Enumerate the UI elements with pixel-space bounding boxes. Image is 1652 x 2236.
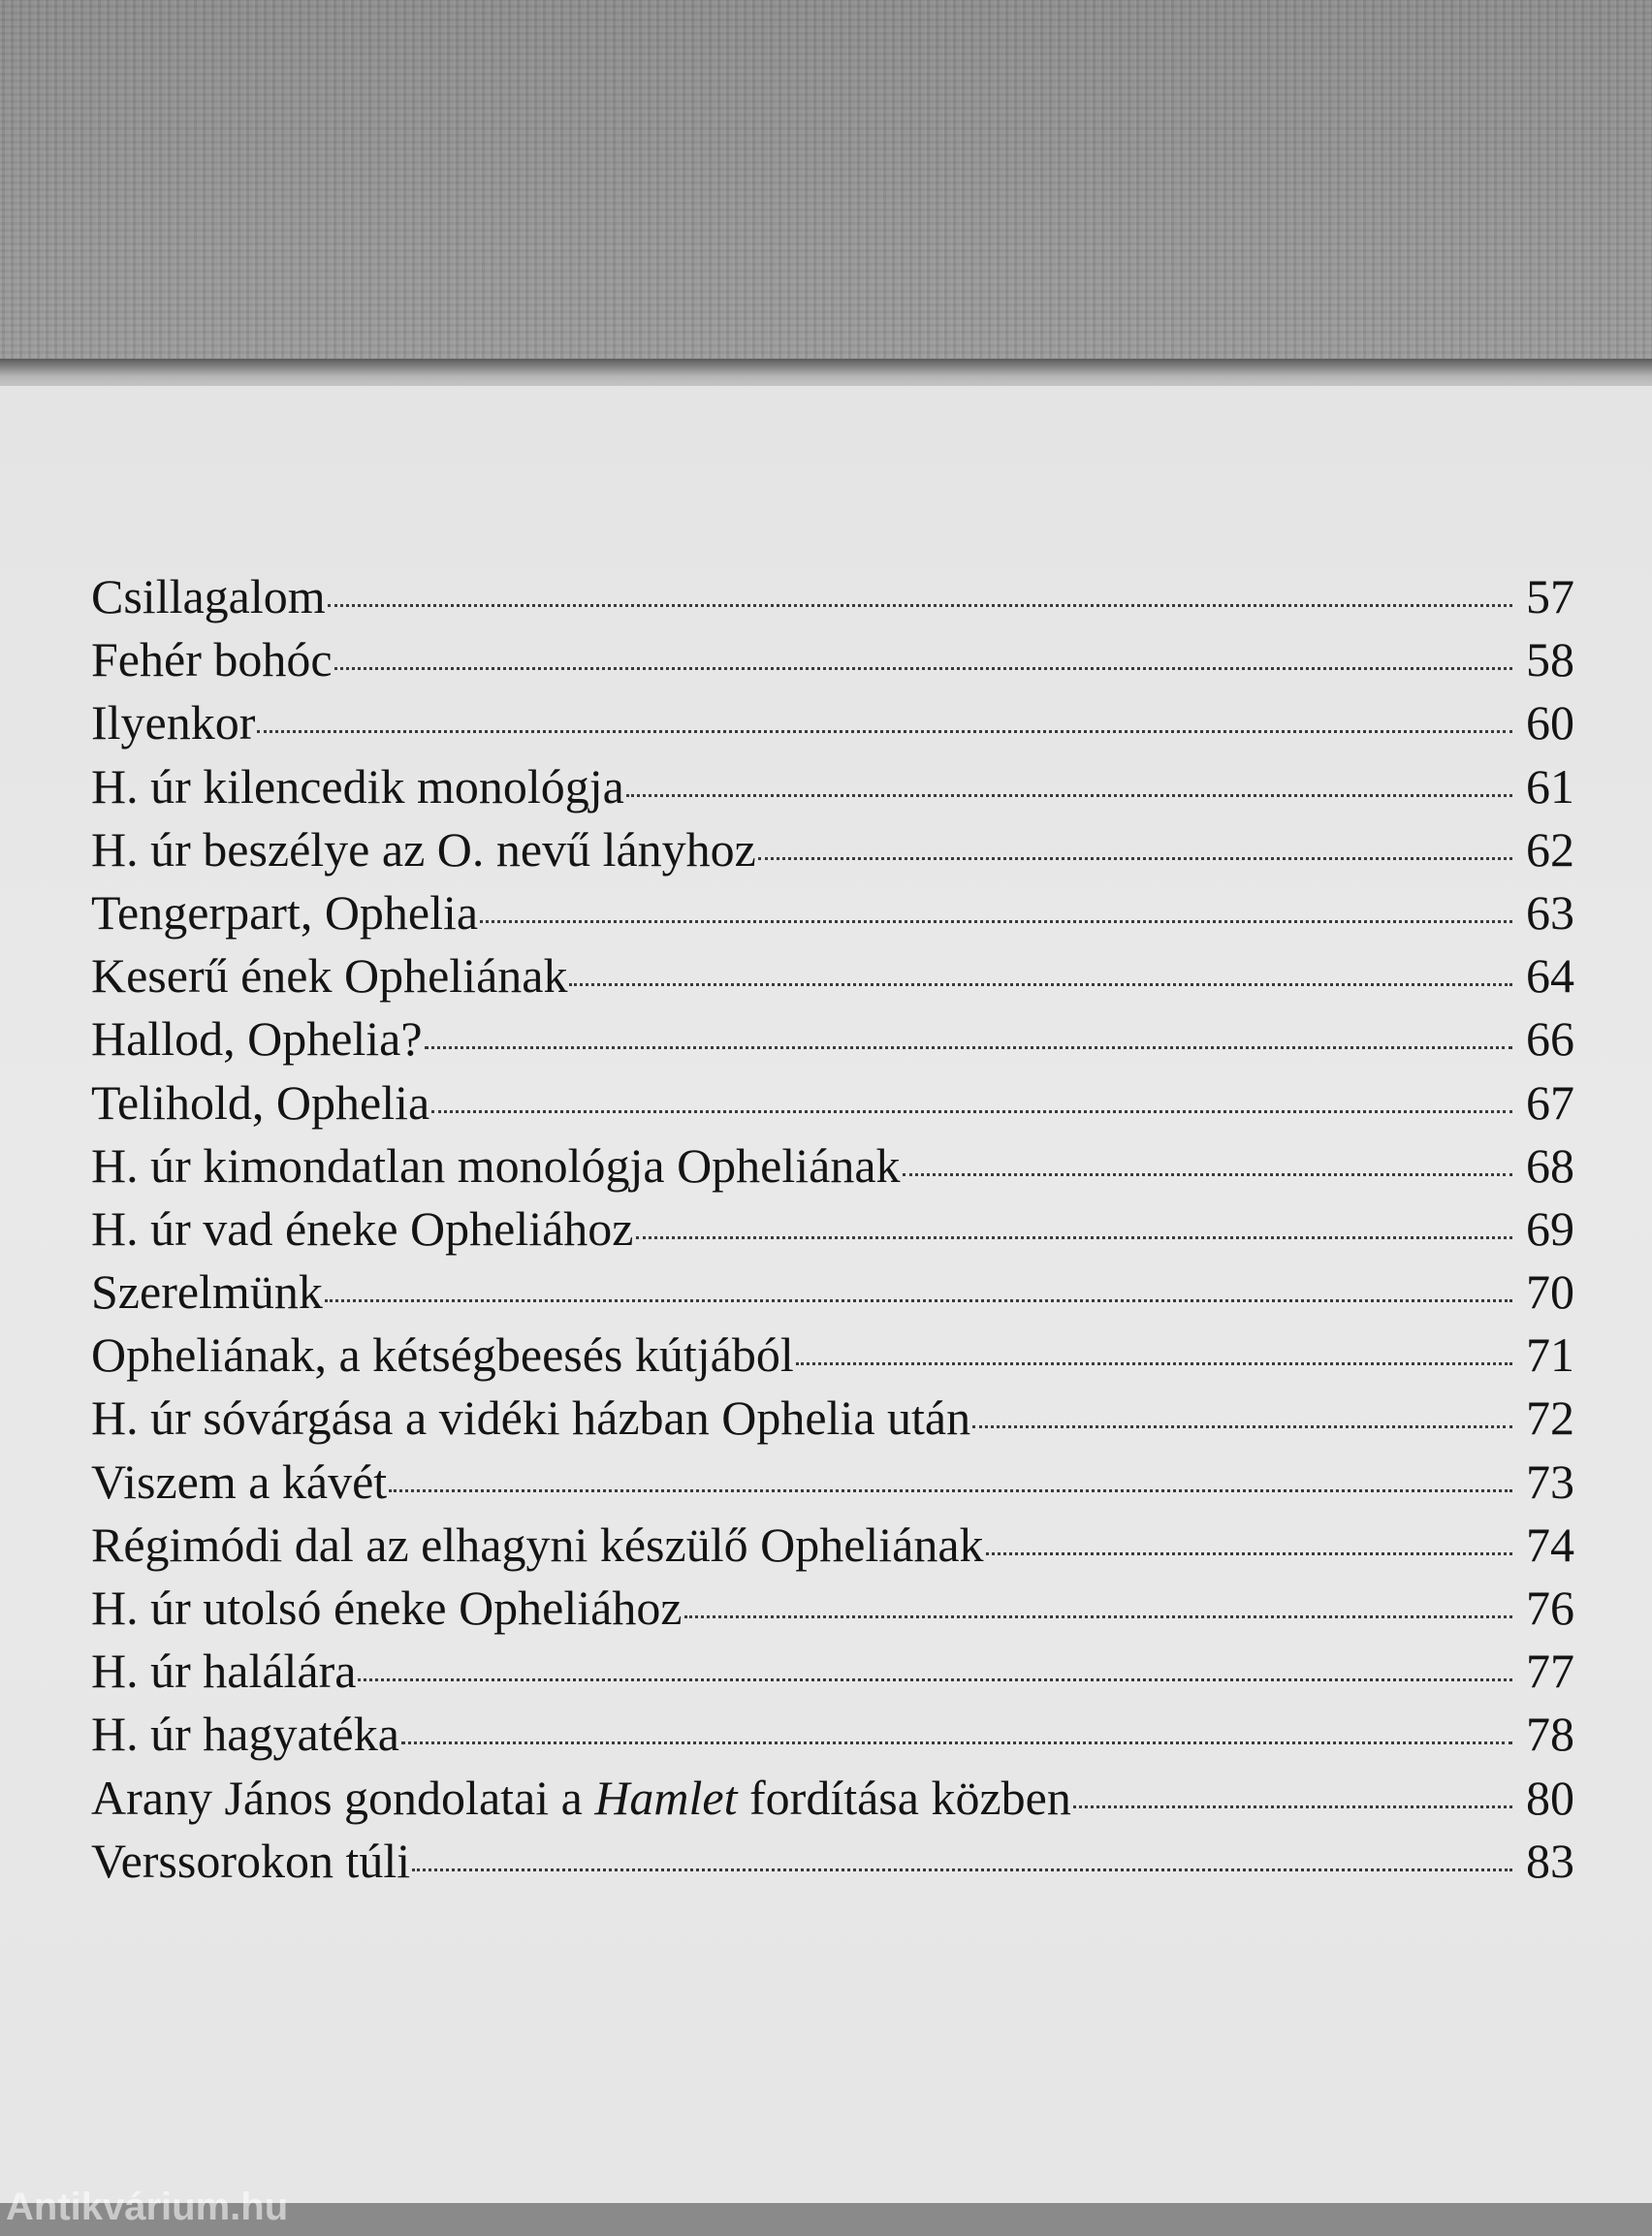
toc-entry — [91, 1517, 1574, 1580]
table-of-contents — [91, 568, 1574, 1896]
toc-entry-page: 70 — [1526, 1264, 1574, 1320]
toc-entry — [91, 884, 1574, 947]
dot-leader — [358, 1678, 1512, 1681]
toc-entry — [91, 1390, 1574, 1453]
toc-entry-title: Viszem a kávét — [91, 1453, 388, 1509]
dot-leader — [325, 1299, 1512, 1302]
toc-entry-page: 71 — [1526, 1327, 1574, 1383]
toc-entry — [91, 1010, 1574, 1073]
toc-entry-title: H. úr kilencedik monológja — [91, 758, 624, 814]
toc-entry — [91, 1643, 1574, 1706]
toc-entry-title: Ilyenkor — [91, 695, 256, 751]
toc-entry-title — [91, 1770, 1071, 1826]
dot-leader — [257, 730, 1512, 733]
dot-leader — [328, 604, 1512, 607]
toc-entry-page: 67 — [1526, 1074, 1574, 1130]
dot-leader — [425, 1046, 1512, 1049]
dot-leader — [796, 1362, 1512, 1365]
title-part: fordítása közben — [737, 1770, 1071, 1825]
toc-entry-page: 69 — [1526, 1200, 1574, 1256]
toc-entry-page: 61 — [1526, 758, 1574, 814]
toc-entry — [91, 631, 1574, 694]
toc-entry-title: Telihold, Ophelia — [91, 1074, 430, 1130]
dot-leader — [903, 1173, 1512, 1176]
toc-entry-title: Régimódi dal az elhagyni készülő Opheliának — [91, 1517, 984, 1572]
background-surface — [0, 0, 1652, 388]
toc-entry-page: 83 — [1526, 1833, 1574, 1888]
toc-entry — [91, 1453, 1574, 1517]
toc-entry — [91, 758, 1574, 821]
dot-leader — [480, 920, 1512, 923]
toc-entry-page: 78 — [1526, 1707, 1574, 1762]
dot-leader — [626, 794, 1512, 797]
toc-entry-page: 64 — [1526, 948, 1574, 1004]
watermark: Antikvárium.hu — [6, 2186, 289, 2228]
toc-entry-page: 68 — [1526, 1137, 1574, 1193]
toc-entry — [91, 1833, 1574, 1896]
toc-entry-page: 72 — [1526, 1390, 1574, 1446]
toc-entry — [91, 1074, 1574, 1137]
toc-entry — [91, 1326, 1574, 1390]
toc-entry-title: H. úr hagyatéka — [91, 1707, 399, 1762]
toc-entry — [91, 568, 1574, 631]
toc-entry-page: 63 — [1526, 884, 1574, 940]
toc-entry — [91, 821, 1574, 884]
toc-entry-title: Opheliának, a kétségbeesés kútjából — [91, 1327, 794, 1383]
toc-entry-page: 74 — [1526, 1517, 1574, 1572]
toc-entry — [91, 1706, 1574, 1769]
dot-leader — [401, 1741, 1512, 1744]
toc-entry — [91, 1200, 1574, 1263]
toc-entry-page: 66 — [1526, 1011, 1574, 1067]
toc-entry-page: 58 — [1526, 632, 1574, 687]
toc-entry-title: H. úr vad éneke Opheliához — [91, 1200, 634, 1256]
dot-leader — [412, 1869, 1512, 1871]
dot-leader — [569, 983, 1512, 986]
toc-entry-page: 73 — [1526, 1453, 1574, 1509]
toc-entry-page: 76 — [1526, 1581, 1574, 1635]
dot-leader — [986, 1552, 1512, 1555]
toc-entry-page: 60 — [1526, 695, 1574, 751]
toc-entry-title: H. úr beszélye az O. nevű lányhoz — [91, 821, 756, 877]
toc-entry-page: 77 — [1526, 1644, 1574, 1699]
toc-entry-page: 57 — [1526, 569, 1574, 623]
dot-leader — [636, 1236, 1513, 1239]
toc-entry — [91, 694, 1574, 757]
title-italic-part: Hamlet — [594, 1770, 738, 1825]
toc-entry — [91, 1770, 1574, 1833]
toc-entry-title: H. úr halálára — [91, 1644, 357, 1699]
toc-entry-title: Hallod, Ophelia? — [91, 1011, 423, 1067]
toc-entry-page: 62 — [1526, 821, 1574, 877]
dot-leader — [972, 1425, 1512, 1428]
toc-entry-title: Tengerpart, Ophelia — [91, 884, 479, 940]
toc-entry-title: Szerelmünk — [91, 1264, 323, 1320]
toc-entry-title: H. úr sóvárgása a vidéki házban Ophelia után — [91, 1390, 971, 1446]
toc-entry-title: H. úr kimondatlan monológja Opheliának — [91, 1137, 901, 1193]
toc-entry-title: H. úr utolsó éneke Opheliához — [91, 1581, 683, 1635]
toc-entry-page: 80 — [1526, 1770, 1574, 1825]
toc-entry-title: Keserű ének Opheliának — [91, 948, 568, 1004]
toc-entry — [91, 947, 1574, 1010]
toc-entry-title: Csillagalom — [91, 569, 326, 623]
dot-leader — [431, 1110, 1512, 1113]
toc-entry-title: Fehér bohóc — [91, 632, 333, 687]
dot-leader — [389, 1489, 1512, 1492]
toc-entry — [91, 1137, 1574, 1200]
toc-entry — [91, 1580, 1574, 1643]
dot-leader — [334, 667, 1512, 670]
toc-entry — [91, 1263, 1574, 1326]
dot-leader — [684, 1615, 1512, 1618]
dot-leader — [758, 857, 1512, 860]
dot-leader — [1073, 1805, 1512, 1808]
title-part: Arany János gondolatai a — [91, 1770, 595, 1825]
toc-entry-title: Verssorokon túli — [91, 1833, 411, 1888]
